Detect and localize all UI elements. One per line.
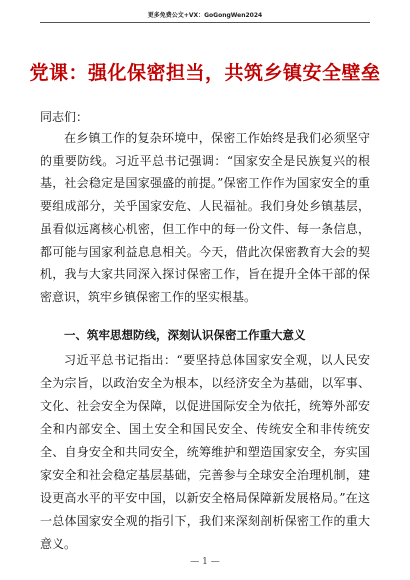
page-number: — 1 — <box>190 557 220 567</box>
intro-paragraph: 在乡镇工作的复杂环境中，保密工作始终是我们必须坚守的重要防线。习近平总书记强调：“国家安全是民族复兴的根基，社会稳定是国家强盛的前提。”保密工作作为国家安全的重要组成部分，关乎国家安危、人民福祉。我们身处乡镇基层，虽看似远离核心机密，但工作中的每一份文件、每一条信息，都可能与国家利益息息相关。今天，借此次保密教育大会的契机，我与大家共同深入探讨保密工作，旨在提升全体干部的保密意识，筑牢乡镇保密工作的坚实根基。 <box>40 131 370 304</box>
header-note: 更多免费公文+VX：GoGongWen2024 <box>147 12 263 19</box>
header-divider <box>40 22 370 23</box>
salutation: 同志们： <box>40 110 89 124</box>
section-paragraph: 习近平总书记指出：“要坚持总体国家安全观，以人民安全为宗旨，以政治安全为根本，以经济安全为基础，以军事、文化、社会安全为保障，以促进国际安全为依托，统筹外部安全和内部安全、国土安全和国民安全、传统安全和非传统安全、自身安全和共同安全，统筹维护和塑造国家安全，夯实国家安全和社会稳定基层基础，完善参与全球安全治理机制，建设更高水平的平安中国，以新安全格局保障新发展格局。”在这一总体国家安全观的指引下，我们来深刻剖析保密工作的重大意义。 <box>40 353 370 551</box>
document-title: 党课：强化保密担当，共筑乡镇安全壁垒 <box>29 62 381 84</box>
section-heading: 一、筑牢思想防线，深刻认识保密工作重大意义 <box>64 328 306 342</box>
